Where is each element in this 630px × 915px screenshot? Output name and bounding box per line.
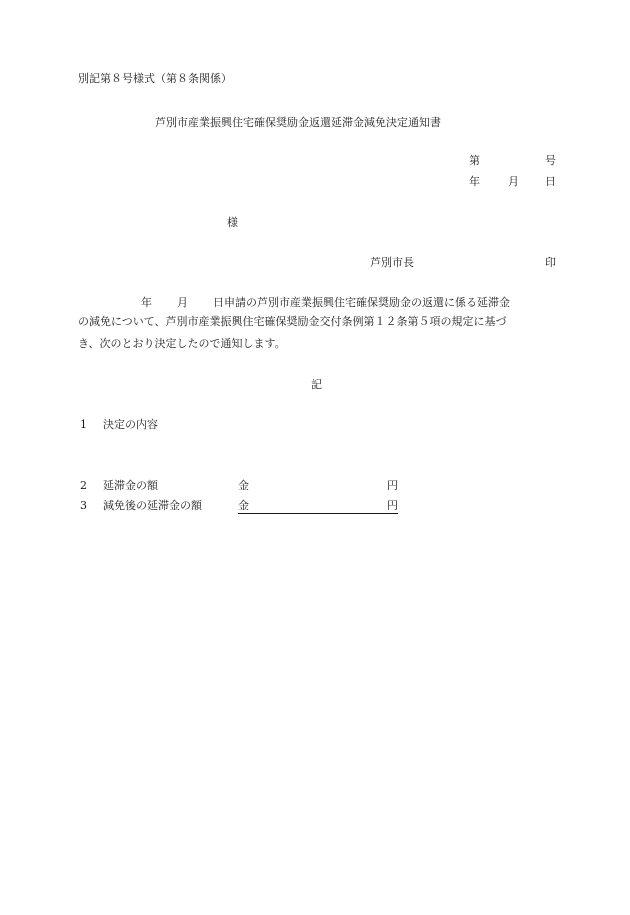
- seal-mark: 印: [545, 256, 556, 269]
- body-year: 年: [141, 296, 152, 309]
- document-title: 芦別市産業振興住宅確保奨励金返還延滞金減免決定通知書: [155, 116, 441, 129]
- item-3-prefix: 金: [238, 499, 249, 512]
- date-day: 日: [545, 175, 556, 188]
- form-label: 別記第８号様式（第８条関係）: [78, 72, 232, 85]
- body-line3: き、次のとおり決定したので通知します。: [78, 337, 286, 350]
- item-2-prefix: 金: [238, 479, 249, 492]
- item-1-label: 決定の内容: [103, 418, 158, 431]
- ki-heading: 記: [311, 378, 322, 391]
- item-2-unit: 円: [387, 479, 398, 492]
- number-prefix: 第: [469, 154, 480, 167]
- item-2-number: 2: [80, 479, 87, 492]
- addressee-suffix: 様: [227, 216, 238, 229]
- item-3-unit: 円: [387, 499, 398, 512]
- item-3-label: 減免後の延滞金の額: [103, 499, 202, 512]
- item-3-number: 3: [80, 499, 87, 512]
- body-month: 月: [177, 296, 188, 309]
- sender-name: 芦別市長: [370, 256, 414, 269]
- body-line2: の減免について、芦別市産業振興住宅確保奨励金交付条例第１２条第５項の規定に基づ: [78, 315, 507, 328]
- number-suffix: 号: [545, 154, 556, 167]
- date-month: 月: [508, 175, 519, 188]
- item-2-label: 延滞金の額: [103, 479, 158, 492]
- item-1-number: 1: [80, 418, 87, 431]
- body-line1: 日申請の芦別市産業振興住宅確保奨励金の返還に係る延滞金: [213, 296, 510, 309]
- item-3-amount-line: [238, 499, 398, 514]
- date-year: 年: [469, 175, 480, 188]
